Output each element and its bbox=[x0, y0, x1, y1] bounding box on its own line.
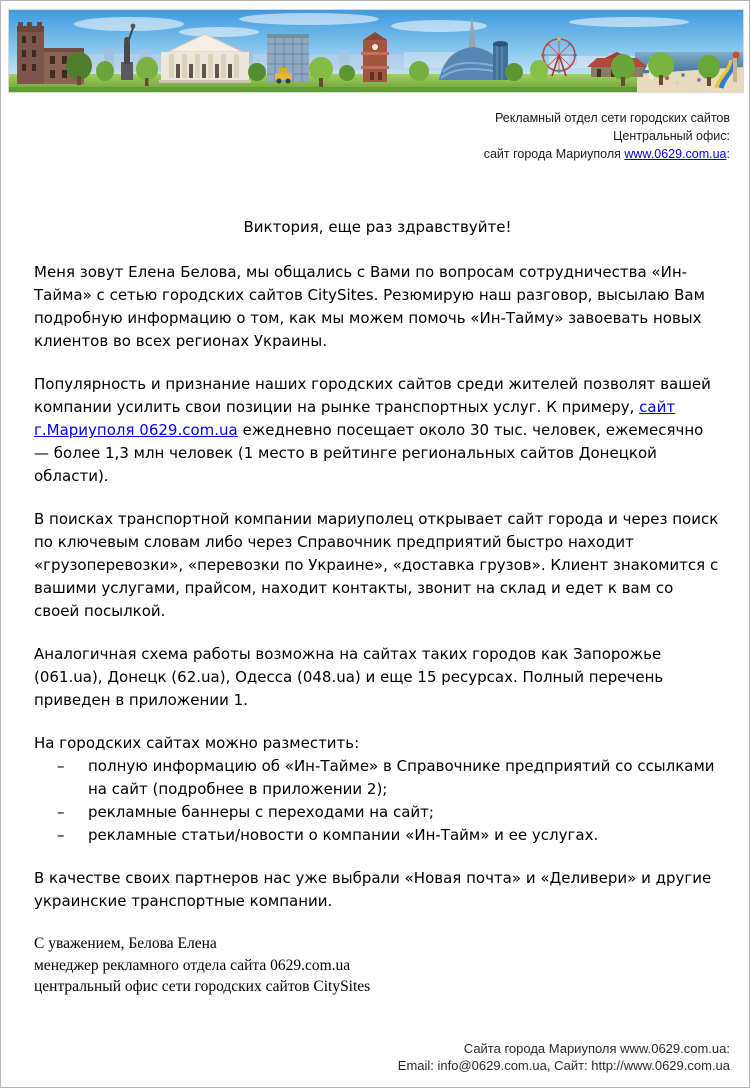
letterhead-line2: Центральный офис: bbox=[613, 129, 730, 143]
list-item-text: рекламные баннеры с переходами на сайт; bbox=[88, 803, 434, 821]
placement-list bbox=[34, 755, 721, 847]
paragraph-search-scenario: В поисках транспортной компании мариуполец открывает сайт города и через поиск по ключевым словам либо через Справочник предприятий быстро находит «грузоперевозки», «перевозки по Украине», «доставка грузов». Клиент знакомится с вашими услугами, прайсом, находит контакты, звонит на склад и едет к вам со своей посылкой. bbox=[34, 510, 719, 620]
list-item bbox=[34, 755, 721, 801]
paragraph-intro: Меня зовут Елена Белова, мы общались с Вами по вопросам сотрудничества «Ин-Тайма» с сетью городских сайтов CitySites. Резюмирую наш разговор, высылаю Вам подробную информацию о том, как мы можем помочь «Ин-Тайму» завоевать новых клиентов во всех регионах Украины. bbox=[34, 263, 705, 350]
paragraph-popularity bbox=[34, 373, 721, 488]
city-panorama-illustration bbox=[9, 10, 743, 92]
paragraph-other-cities: Аналогичная схема работы возможна на сайтах таких городов как Запорожье (061.ua), Донецк (62.ua), Одесса (048.ua) и еще 15 ресурсах. Полный перечень приведен в приложении 1. bbox=[34, 645, 664, 709]
letterhead-site-link[interactable]: www.0629.com.ua bbox=[624, 147, 727, 161]
city-panorama-banner bbox=[8, 9, 744, 93]
signature-office: центральный офис сети городских сайтов CitySites bbox=[34, 978, 371, 995]
footer-site-line: Сайта города Мариуполя www.0629.com.ua: bbox=[463, 1041, 730, 1056]
signature-block bbox=[34, 933, 721, 998]
signature-role: менеджер рекламного отдела сайта 0629.com.ua bbox=[34, 956, 351, 974]
letterhead-line3 bbox=[484, 145, 730, 163]
letterhead bbox=[484, 109, 730, 163]
letter-body bbox=[34, 216, 721, 998]
list-item-text: рекламные статьи/новости о компании «Ин-Тайм» и ее услугах. bbox=[88, 826, 599, 844]
list-item bbox=[34, 801, 721, 824]
letterhead-site-label: сайт города Мариуполя bbox=[483, 147, 625, 161]
dash-bullet-icon: – bbox=[57, 757, 65, 775]
paragraph-partners: В качестве своих партнеров нас уже выбрали «Новая почта» и «Деливери» и другие украинские транспортные компании. bbox=[34, 869, 712, 910]
letter-greeting: Виктория, еще раз здравствуйте! bbox=[243, 218, 512, 236]
list-item bbox=[34, 824, 721, 847]
paragraph-popularity-before: Популярность и признание наших городских сайтов среди жителей позволят вашей компании усилить свои позиции на рынке транспортных услуг. К примеру, bbox=[34, 375, 711, 416]
clock-tower bbox=[361, 32, 389, 82]
letterhead-line1: Рекламный отдел сети городских сайтов bbox=[494, 111, 730, 125]
paragraph-popularity-after: ежедневно посещает около 30 тыс. человек, ежемесячно — более 1,3 млн человек (1 место в рейтинге региональных сайтов Донецкой области). bbox=[34, 421, 704, 485]
footer-contacts-line: Email: info@0629.com.ua, Сайт: http://www.0629.com.ua bbox=[397, 1058, 730, 1073]
placement-list-intro: На городских сайтах можно разместить: bbox=[34, 734, 360, 752]
signature-name: С уважением, Белова Елена bbox=[34, 935, 217, 952]
page-footer bbox=[398, 1040, 730, 1074]
letterhead-colon: : bbox=[726, 147, 730, 161]
dash-bullet-icon: – bbox=[57, 826, 65, 844]
dash-bullet-icon: – bbox=[57, 803, 65, 821]
mariupol-site-link[interactable]: сайт г.Мариуполя 0629.com.ua bbox=[34, 398, 676, 439]
list-item-text: полную информацию об «Ин-Тайме» в Справочнике предприятий со ссылками на сайт (подробнее в приложении 2); bbox=[88, 757, 715, 798]
